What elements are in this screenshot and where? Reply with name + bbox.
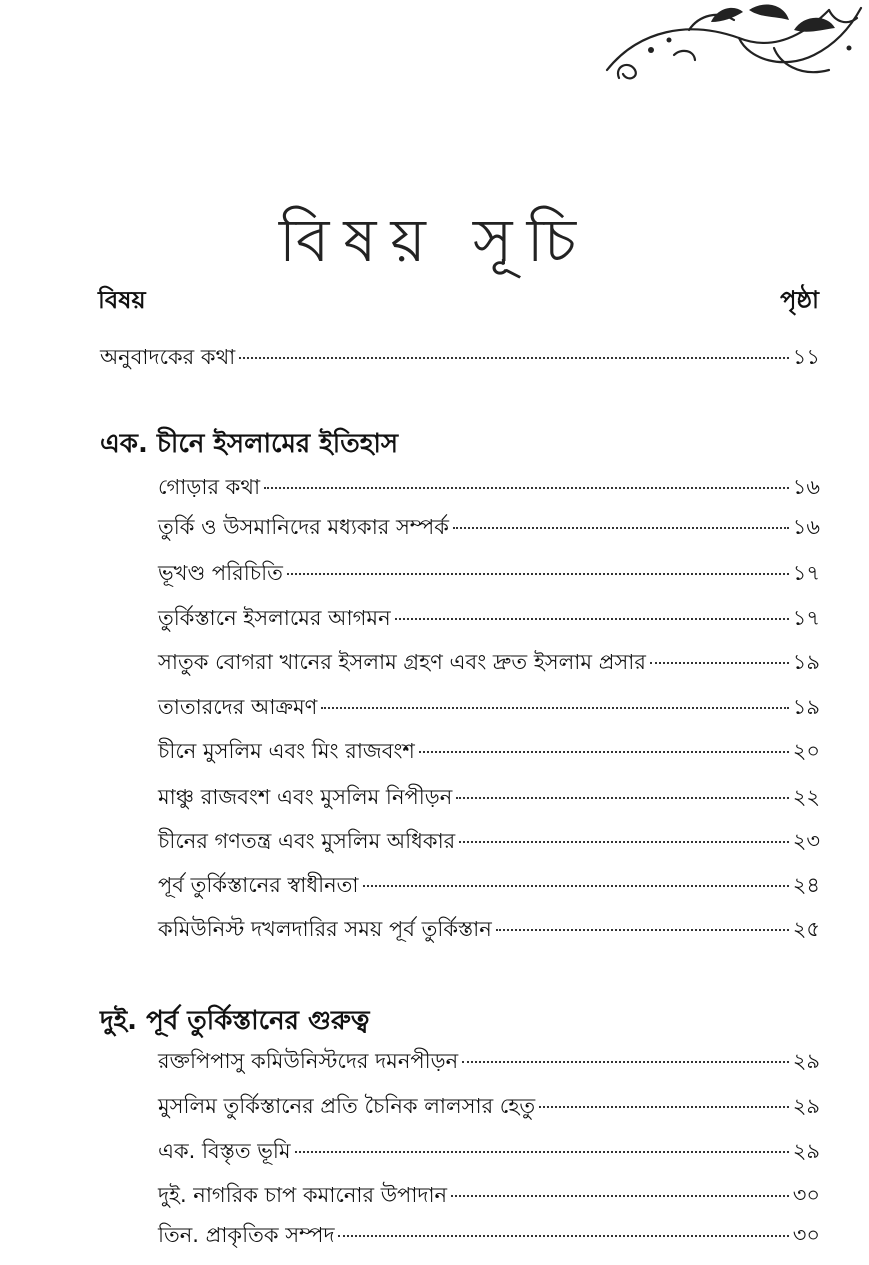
dot-leader [462, 1060, 789, 1063]
page-title: বিষয় সূচি [278, 206, 591, 276]
dot-leader [456, 796, 788, 799]
toc-entry-label: সাতুক বোগরা খানের ইসলাম গ্রহণ এবং দ্রুত ইসলাম প্রসার [158, 650, 646, 674]
toc-entry-page: ২০ [792, 739, 820, 763]
dot-leader [419, 750, 789, 753]
toc-entry-label: ভূখণ্ড পরিচিতি [158, 561, 283, 585]
toc-entry-label: রক্তপিপাসু কমিউনিস্টদের দমনপীড়ন [158, 1049, 459, 1073]
dot-leader [451, 1194, 789, 1197]
toc-entry-page: ১৯ [792, 695, 820, 719]
toc-entry [158, 826, 820, 856]
toc-entry-label: কমিউনিস্ট দখলদারির সময় পূর্ব তুর্কিস্তান [158, 917, 492, 941]
toc-entry [158, 603, 820, 633]
toc-entry-label: পূর্ব তুর্কিস্তানের স্বাধীনতা [158, 873, 359, 897]
toc-entry-label: তিন. প্রাকৃতিক সম্পদ [158, 1223, 335, 1247]
toc-entry [158, 1220, 820, 1250]
toc-entry [158, 914, 820, 944]
dot-leader [496, 928, 789, 931]
toc-entry-label: এক. বিস্তৃত ভূমি [158, 1139, 291, 1163]
toc-entry [158, 472, 820, 502]
toc-entry-page: ১৭ [792, 561, 820, 585]
toc-entry-label: মাঞ্চু রাজবংশ এবং মুসলিম নিপীড়ন [158, 785, 453, 809]
dot-leader [264, 486, 789, 489]
toc-entry [158, 558, 820, 588]
dot-leader [363, 884, 789, 887]
toc-entry-label: গোড়ার কথা [158, 475, 261, 499]
section-heading: দুই. পূর্ব তুর্কিস্তানের গুরুত্ব [100, 1006, 370, 1036]
section-heading: এক. চীনে ইসলামের ইতিহাস [100, 429, 399, 459]
toc-entry-label: দুই. নাগরিক চাপ কমানোর উপাদান [158, 1183, 448, 1207]
toc-entry-page: ১১ [792, 345, 820, 369]
toc-entry [100, 342, 820, 372]
toc-entry-page: ২৪ [792, 873, 820, 897]
toc-entry-label: মুসলিম তুর্কিস্তানের প্রতি চৈনিক লালসার হেতু [158, 1094, 536, 1118]
toc-entry-page: ১৬ [792, 475, 820, 499]
toc-entry-label: চীনের গণতন্ত্র এবং মুসলিম অধিকার [158, 829, 456, 853]
toc-entry-label: তুর্কি ও উসমানিদের মধ্যকার সম্পর্ক [158, 515, 449, 539]
toc-entry [158, 647, 820, 677]
toc-entry-label: তুর্কিস্তানে ইসলামের আগমন [158, 606, 391, 630]
toc-entry [158, 512, 820, 542]
subject-column-header: বিষয় [98, 286, 146, 314]
toc-entry [158, 1180, 820, 1210]
toc-entry-page: ২৯ [792, 1094, 820, 1118]
toc-entry [158, 1136, 820, 1166]
dot-leader [395, 617, 789, 620]
page-column-header: পৃষ্ঠা [780, 286, 819, 314]
toc-entry-page: ১৬ [792, 515, 820, 539]
toc-entry-page: ৩০ [792, 1223, 820, 1247]
toc-entry-page: ২২ [792, 785, 820, 809]
toc-entry [158, 736, 820, 766]
dot-leader [539, 1105, 789, 1108]
dot-leader [338, 1234, 788, 1237]
toc-entry-label: তাতারদের আক্রমণ [158, 695, 318, 719]
toc-entry-page: ৩০ [792, 1183, 820, 1207]
dot-leader [287, 572, 789, 575]
toc-entry-page: ২৩ [792, 829, 820, 853]
toc-entry [158, 1046, 820, 1076]
toc-entry-page: ২৯ [792, 1139, 820, 1163]
toc-entry [158, 782, 820, 812]
toc-entry-label: অনুবাদকের কথা [100, 345, 236, 369]
toc-entry-page: ১৯ [792, 650, 820, 674]
dot-leader [459, 840, 788, 843]
floral-ornament-icon [599, 0, 869, 95]
toc-entry-page: ২৯ [792, 1049, 820, 1073]
toc-entry-label: চীনে মুসলিম এবং মিং রাজবংশ [158, 739, 415, 763]
dot-leader [650, 661, 789, 664]
toc-entry [158, 692, 820, 722]
dot-leader [453, 526, 789, 529]
toc-entry [158, 870, 820, 900]
dot-leader [239, 356, 788, 359]
dot-leader [321, 706, 788, 709]
toc-entry-page: ২৫ [792, 917, 820, 941]
toc-entry [158, 1091, 820, 1121]
toc-entry-page: ১৭ [792, 606, 820, 630]
dot-leader [295, 1150, 789, 1153]
